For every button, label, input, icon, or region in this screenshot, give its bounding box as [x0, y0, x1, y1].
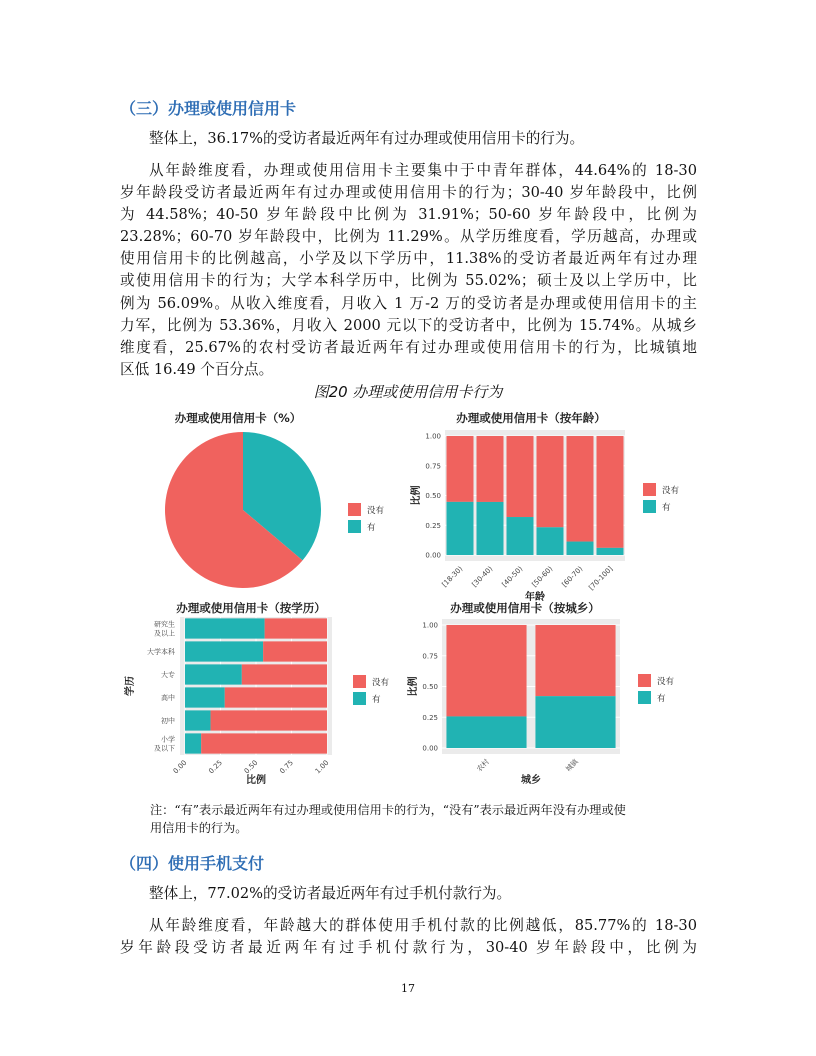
y-axis-label: 学历 [125, 676, 136, 696]
bar-yes [597, 548, 624, 555]
legend-swatch [348, 520, 361, 533]
legend-swatch [643, 500, 656, 513]
bar-no [537, 436, 564, 527]
bar-yes [567, 542, 594, 555]
x-axis-label: 城乡 [521, 775, 541, 786]
y-tick-label: 大专 [161, 671, 175, 679]
legend-swatch [348, 503, 361, 516]
legend-label: 没有 [367, 506, 385, 516]
y-tick-label: 0.00 [422, 744, 438, 753]
section-intro [120, 128, 697, 150]
x-tick-label: [18-30) [440, 564, 465, 589]
y-tick-label: 0.00 [425, 551, 441, 560]
bar-no [211, 710, 327, 730]
body-line: 为 44.58%；40-50 岁年龄段中比例为 31.91%；50-60 岁年龄段中，比例为 [120, 206, 697, 224]
legend-swatch [638, 691, 651, 704]
bar-no [447, 436, 474, 502]
legend-swatch [353, 675, 366, 688]
x-tick-label: [40-50) [500, 564, 525, 589]
bar-no [263, 641, 327, 661]
legend-label: 有 [372, 695, 381, 705]
y-tick-label: 初中 [161, 717, 175, 725]
x-tick-label: 0.00 [171, 758, 189, 776]
y-tick-label: 高中 [161, 694, 175, 702]
legend-swatch [643, 483, 656, 496]
bar-chart-education [123, 601, 390, 786]
bar-no [446, 625, 526, 716]
section-heading-mobile-payment: （四）使用手机支付 [120, 854, 265, 873]
figure-title: 图20 办理或使用信用卡行为 [313, 383, 503, 401]
pie-chart-overall [165, 411, 385, 588]
legend-label: 没有 [662, 486, 680, 496]
page-number: 17 [401, 982, 415, 995]
legend-label: 有 [657, 694, 666, 704]
x-tick-label: [50-60) [530, 564, 555, 589]
note-line: 用信用卡的行为。 [150, 821, 248, 835]
body-line: 力军，比例为 53.36%，月收入 2000 元以下的受访者中，比例为 15.74%。从城乡 [120, 316, 697, 334]
y-tick-label: 0.75 [422, 652, 438, 661]
figure-charts [0, 395, 816, 795]
x-axis-label: 年龄 [525, 592, 545, 603]
x-tick-label: [70-100] [587, 564, 615, 592]
y-axis-label: 比例 [411, 485, 422, 506]
x-tick-label: 城镇 [564, 757, 580, 774]
body-line: 使用信用卡的比例越高，小学及以下学历中，11.38%的受访者最近两年有过办理 [120, 250, 697, 268]
y-axis-label: 比例 [408, 676, 419, 697]
bar-yes [185, 687, 225, 707]
x-tick-label: [60-70) [560, 564, 585, 589]
legend-swatch [353, 692, 366, 705]
section-body [120, 160, 697, 381]
x-tick-label: [30-40) [470, 564, 495, 589]
body-line: 从年龄维度看，年龄越大的群体使用手机付款的比例越低，85.77%的 18-30 [149, 917, 697, 934]
x-tick-label: 0.25 [207, 758, 224, 776]
x-tick-label: 0.75 [278, 758, 295, 776]
chart-title: 办理或使用信用卡（按学历） [176, 601, 326, 615]
x-axis-label: 比例 [246, 775, 266, 786]
bar-no [242, 664, 327, 684]
body-line: 岁年龄段受访者最近两年有过办理或使用信用卡的行为；30-40 岁年龄段中，比例 [120, 184, 697, 202]
figure-note [150, 801, 698, 837]
bar-yes [185, 733, 201, 753]
legend-label: 没有 [657, 677, 675, 687]
legend-label: 有 [662, 503, 671, 513]
y-tick-label: 0.50 [422, 683, 438, 691]
y-tick-label: 0.75 [425, 462, 441, 471]
bar-no [225, 687, 327, 707]
intro-line: 整体上，77.02%的受访者最近两年有过手机付款行为。 [149, 885, 512, 902]
section-intro [120, 883, 697, 905]
bar-yes [535, 696, 615, 748]
x-tick-label: 1.00 [313, 758, 331, 776]
chart-title: 办理或使用信用卡（按年龄） [456, 411, 606, 425]
y-tick-label: 大学本科 [147, 648, 175, 656]
intro-line: 整体上，36.17%的受访者最近两年有过办理或使用信用卡的行为。 [149, 130, 585, 147]
note-line: 注：“有”表示最近两年有过办理或使用信用卡的行为，“没有”表示最近两年没有办理或使 [150, 803, 626, 817]
x-tick-label: 农村 [475, 757, 491, 774]
y-tick-label: 1.00 [425, 432, 441, 441]
body-line: 岁年龄段受访者最近两年有过手机付款行为，30-40 岁年龄段中，比例为 [120, 939, 697, 957]
bar-no [201, 733, 327, 753]
y-tick-label: 0.25 [422, 713, 438, 722]
bar-yes [507, 517, 534, 555]
bar-yes [446, 716, 526, 748]
bar-yes [537, 527, 564, 555]
bar-no [597, 436, 624, 548]
chart-title: 办理或使用信用卡（%） [174, 411, 302, 425]
x-tick-label: 0.50 [242, 758, 260, 776]
chart-title: 办理或使用信用卡（按城乡） [450, 601, 600, 615]
y-tick-label: 研究生及以上 [154, 620, 175, 638]
y-tick-label: 1.00 [422, 621, 438, 630]
y-tick-label: 小学及以下 [154, 735, 175, 753]
bar-yes [185, 618, 265, 638]
bar-no [265, 618, 327, 638]
body-line: 区低 16.49 个百分点。 [120, 360, 274, 378]
body-line: 23.28%；60-70 岁年龄段中，比例为 11.29%。从学历维度看，学历越高，办理或 [120, 228, 697, 246]
section-heading-credit-card: （三）办理或使用信用卡 [120, 99, 297, 118]
bar-yes [477, 502, 504, 555]
bar-no [535, 625, 615, 696]
body-line: 维度看，25.67%的农村受访者最近两年有过办理或使用信用卡的行为，比城镇地 [120, 338, 697, 356]
body-line: 或使用信用卡的行为；大学本科学历中，比例为 55.02%；硕士及以上学历中，比 [120, 272, 697, 290]
bar-yes [185, 710, 211, 730]
bar-no [567, 436, 594, 542]
bar-yes [185, 641, 263, 661]
bar-no [507, 436, 534, 517]
bar-yes [447, 502, 474, 555]
y-tick-label: 0.25 [425, 521, 441, 530]
bar-no [477, 436, 504, 502]
legend-label: 有 [367, 523, 376, 533]
legend-swatch [638, 674, 651, 687]
bar-yes [185, 664, 242, 684]
section-body [120, 915, 697, 959]
body-line: 从年龄维度看，办理或使用信用卡主要集中于中青年群体，44.64%的 18-30 [149, 162, 697, 179]
bar-chart-urban-rural [406, 601, 675, 786]
legend-label: 没有 [372, 678, 390, 688]
body-line: 例为 56.09%。从收入维度看，月收入 1 万-2 万的受访者是办理或使用信用卡的主 [120, 294, 697, 312]
bar-chart-age [409, 411, 680, 603]
y-tick-label: 0.50 [425, 492, 441, 500]
